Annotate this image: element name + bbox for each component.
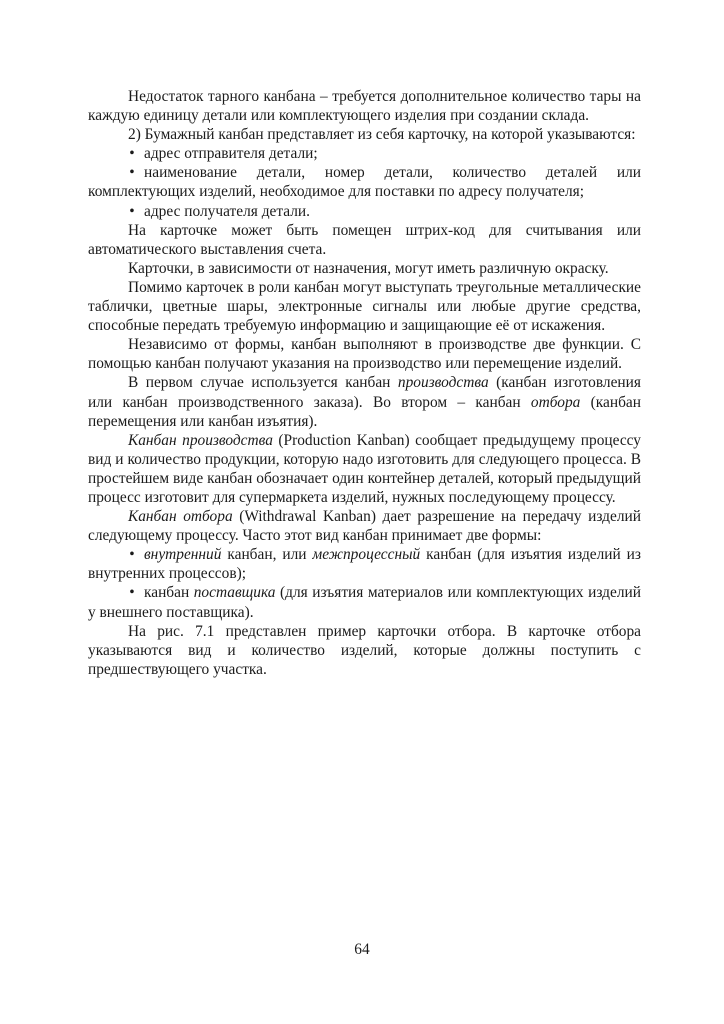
italic-term: производства <box>397 374 489 392</box>
list-item <box>88 545 641 583</box>
page-number: 64 <box>354 941 370 958</box>
paragraph-9 <box>88 507 641 545</box>
text-run: канбан <box>144 584 194 602</box>
bullet-icon: • <box>129 145 135 163</box>
text-run: (для изъятия материалов или комплектующих изделий у внешнего поставщика). <box>88 584 641 621</box>
list-item-text: адрес получателя детали. <box>144 202 310 220</box>
text-run: (канбан перемещения или канбан изъятия). <box>88 393 641 430</box>
text-run: В первом случае используется канбан <box>128 374 398 392</box>
list-item <box>88 583 641 621</box>
paragraph-6: Независимо от формы, канбан выполняют в производстве две функции. С помощью канбан получают указания на производство или перемещение изделий. <box>88 336 641 373</box>
paragraph-7 <box>88 373 641 430</box>
italic-term: Канбан производства <box>128 431 273 449</box>
italic-term: поставщика <box>193 584 276 602</box>
list-item-text: наименование детали, номер детали, количество деталей или комплектующих изделий, необходимое для поставки по адресу получателя; <box>88 164 641 201</box>
bullet-icon: • <box>129 202 135 220</box>
paragraph-5: Помимо карточек в роли канбан могут выступать треугольные металлические таблички, цветные шары, электронные сигналы или любые другие средства, способные передать требуемую информацию и защищающие её от искажения. <box>88 278 641 335</box>
text-run: (Production Kanban) сообщает предыдущему процессу вид и количество продукции, которую надо изготовить для следующего процесса. В простейшем виде канбан обозначает один контейнер деталей, который предыдущий процесс изготовит для супермаркета изделий, нужных последующему процессу. <box>88 431 641 506</box>
list-item <box>88 144 641 163</box>
text-run: канбан, или <box>221 546 313 564</box>
bullet-icon: • <box>129 164 135 182</box>
paragraph-2: 2) Бумажный канбан представляет из себя карточку, на которой указываются: <box>128 126 636 144</box>
list-item <box>88 163 641 201</box>
paragraph-8 <box>88 431 641 507</box>
italic-term: межпроцессный <box>312 546 421 564</box>
paragraph-1: Недостаток тарного канбана – требуется дополнительное количество тары на каждую единицу детали или комплектующего изделия при создании склада. <box>88 88 641 125</box>
bullet-icon: • <box>129 546 135 564</box>
italic-term: отбора <box>530 393 581 411</box>
text-run: (канбан изготовления или канбан производственного заказа). Во втором – канбан <box>88 374 641 411</box>
italic-term: Канбан отбора <box>128 508 233 526</box>
text-run: канбан (для изъятия изделий из внутренних процессов); <box>88 546 641 583</box>
paragraph-10: На рис. 7.1 представлен пример карточки отбора. В карточке отбора указываются вид и количество изделий, которые должны поступить с предшествующего участка. <box>88 622 641 678</box>
bullet-icon: • <box>129 584 135 602</box>
italic-term: внутренний <box>144 546 222 564</box>
text-run: (Withdrawal Kanban) дает разрешение на передачу изделий следующему процессу. Часто этот вид канбан принимает две формы: <box>88 508 641 545</box>
list-item <box>88 202 641 221</box>
paragraph-3: На карточке может быть помещен штрих-код для считывания или автоматического выставления счета. <box>88 221 641 258</box>
list-item-text: адрес отправителя детали; <box>144 145 318 163</box>
document-body <box>88 87 641 679</box>
paragraph-4: Карточки, в зависимости от назначения, могут иметь различную окраску. <box>128 259 609 277</box>
